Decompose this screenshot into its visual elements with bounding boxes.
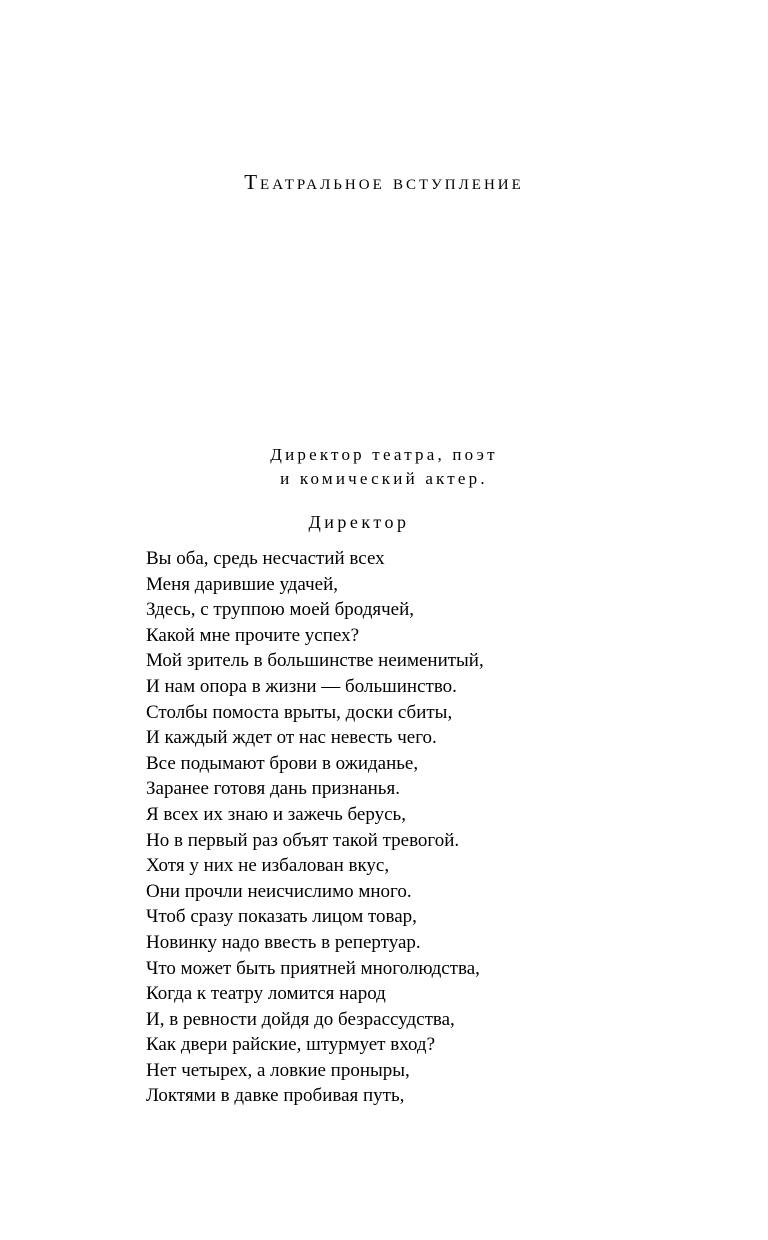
- verse-block: [146, 546, 666, 1109]
- verse-line: Нет четырех, а ловкие проныры,: [146, 1059, 410, 1081]
- verse-line: Хотя у них не избалован вкус,: [146, 855, 390, 877]
- verse-line: Все подымают брови в ожиданье,: [146, 752, 419, 774]
- verse-line: Здесь, с труппою моей бродячей,: [146, 599, 415, 621]
- verse-line: Чтоб сразу показать лицом товар,: [146, 906, 417, 928]
- verse-line: Столбы помоста врыты, доски сбиты,: [146, 701, 453, 723]
- verse-line: Меня дарившие удачей,: [146, 573, 339, 595]
- verse-line: И каждый ждет от нас невесть чего.: [146, 727, 437, 749]
- cast-line: и комический актер.: [280, 469, 488, 488]
- cast-line: Директор театра, поэт: [270, 445, 498, 464]
- verse-line: Когда к театру ломится народ: [146, 983, 386, 1005]
- verse-line: Что может быть приятней многолюдства,: [146, 957, 480, 979]
- verse-line: Я всех их знаю и зажечь берусь,: [146, 803, 406, 825]
- verse-line: Заранее готовя дань признанья.: [146, 778, 400, 800]
- verse-line: Вы оба, средь несчастий всех: [146, 548, 385, 569]
- verse-line: Новинку надо ввесть в репертуар.: [146, 931, 421, 953]
- section-title: Театральное вступление: [244, 170, 524, 194]
- verse-line: Какой мне прочите успех?: [146, 624, 360, 646]
- verse-line: Мой зритель в большинстве неименитый,: [146, 650, 484, 672]
- verse-line: И нам опора в жизни — большинство.: [146, 675, 457, 697]
- speaker-name: Директор: [308, 512, 410, 532]
- verse-line: И, в ревности дойдя до безрассудства,: [146, 1008, 455, 1030]
- verse-line: Локтями в давке пробивая путь,: [146, 1085, 405, 1107]
- dramatis-personae: [0, 443, 768, 491]
- verse-line: Как двери райские, штурмует вход?: [146, 1034, 436, 1056]
- verse-line: Но в первый раз объят такой тревогой.: [146, 829, 460, 851]
- verse-line: Они прочли неисчислимо много.: [146, 880, 412, 902]
